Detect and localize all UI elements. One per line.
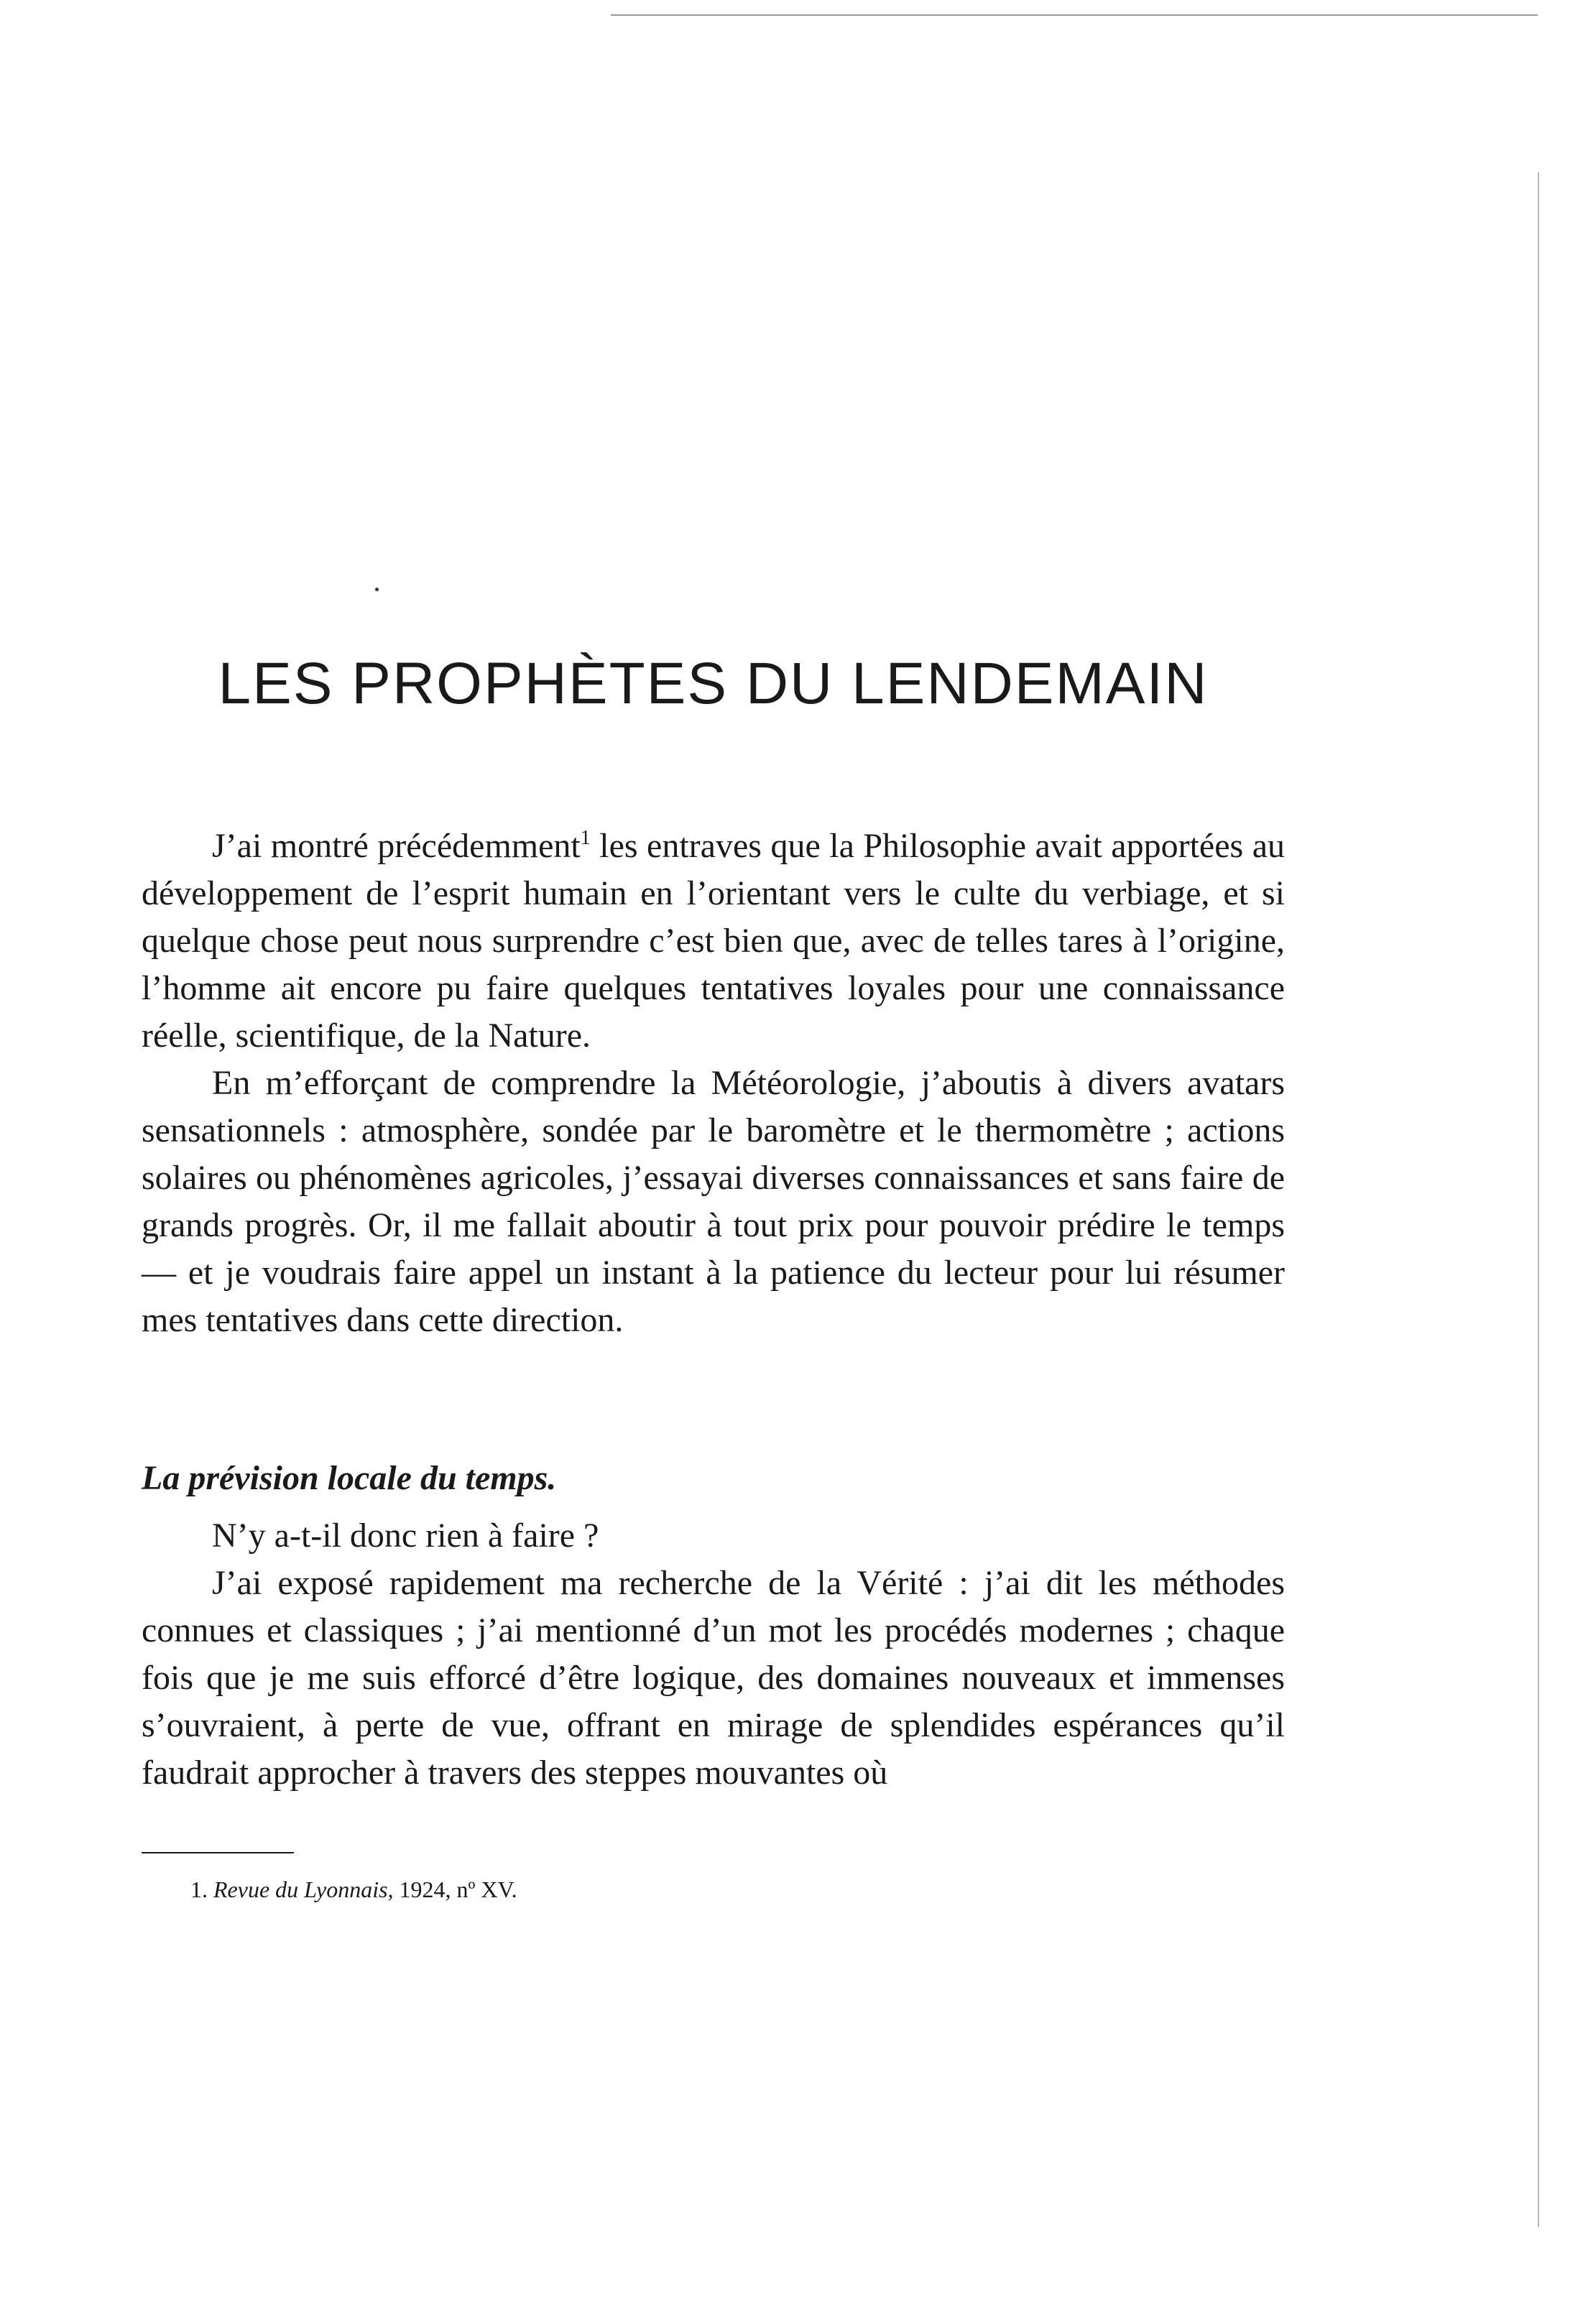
footnote-rule: [142, 1852, 294, 1853]
intro-paragraph-1-start: J’ai montré précédemment: [212, 827, 581, 865]
footnote-marker: 1.: [190, 1876, 208, 1902]
page-title: LES PROPHÈTES DU LENDEMAIN: [218, 651, 1209, 716]
intro-paragraph-1: [142, 823, 1285, 1060]
footnote-reference: 1: [580, 827, 591, 849]
section-text-block: [142, 1512, 1285, 1797]
scan-right-edge: [1538, 172, 1539, 2227]
intro-paragraph-2: En m’efforçant de comprendre la Météorologie, j’aboutis à divers avatars sensationnels : atmosphère, sondée par le baromètre et le thermomètre ; actions solaires ou phénomènes agricoles, j’essayai diverses connaissances et sans faire de grands progrès. Or, il me fallait aboutir à tout prix pour pouvoir prédire le temps — et je voudrais faire appel un instant à la patience du lecteur pour lui résumer mes tentatives dans cette direction.: [142, 1064, 1285, 1339]
intro-text-block: [142, 823, 1285, 1344]
scan-top-rule: [611, 14, 1538, 16]
footnote: [190, 1876, 517, 1903]
footnote-source: Revue du Lyonnais,: [213, 1876, 394, 1902]
intro-paragraph-1-rest: les entraves que la Philosophie avait apportées au développement de l’esprit humain en l’orientant vers le culte du verbiage, et si quelque chose peut nous surprendre c’est bien que, avec de telles tares à l’origine, l’homme ait encore pu faire quelques tentatives loyales pour une connaissance réelle, scientifique, de la Nature.: [142, 827, 1285, 1055]
section-paragraph-2: J’ai exposé rapidement ma recherche de la Vérité : j’ai dit les méthodes connues et classiques ; j’ai mentionné d’un mot les procédés modernes ; chaque fois que je me suis efforcé d’être logique, des domaines nouveaux et immenses s’ouvraient, à perte de vue, offrant en mirage de splendides espérances qu’il faudrait approcher à travers des steppes mouvantes où: [142, 1564, 1285, 1792]
section-paragraph-1: N’y a-t-il donc rien à faire ?: [212, 1517, 599, 1555]
section-heading: La prévision locale du temps.: [142, 1459, 557, 1497]
footnote-details: 1924, nº XV.: [393, 1876, 517, 1902]
scan-speck: [375, 588, 379, 591]
